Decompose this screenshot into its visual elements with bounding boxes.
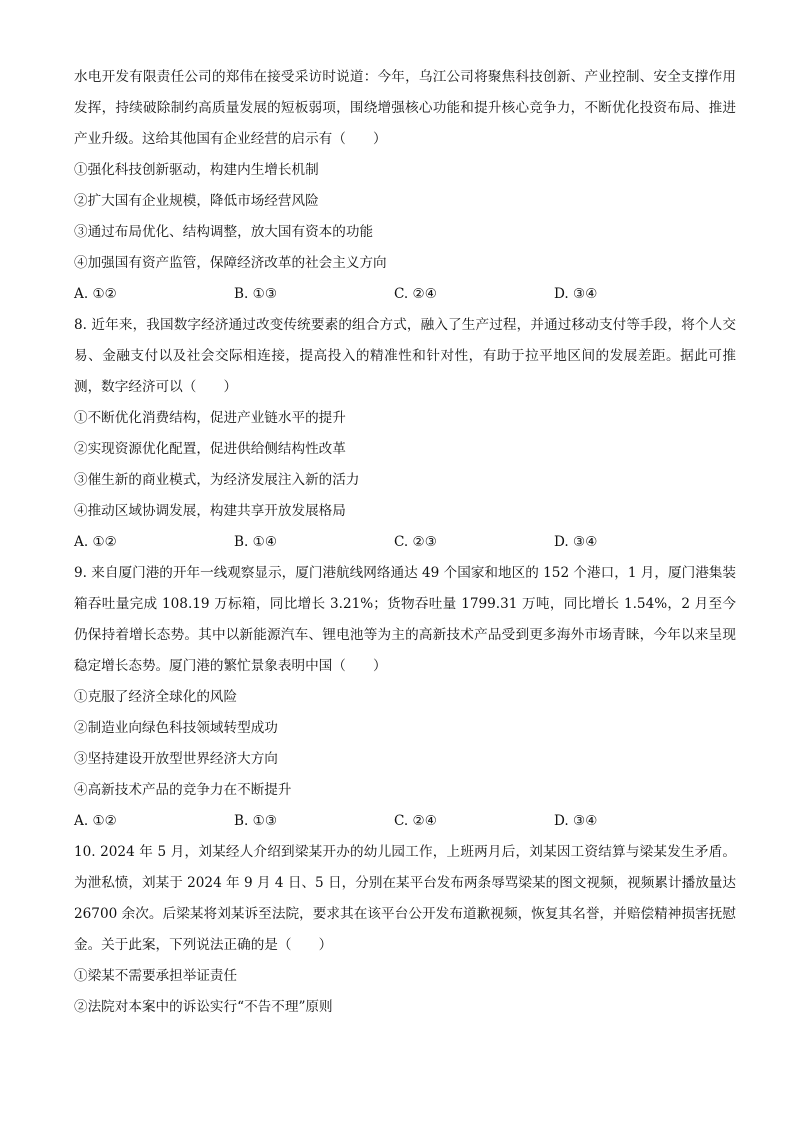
answer-choices: [74, 527, 736, 558]
choice-d: D. ③④: [554, 813, 598, 829]
option-1: ①强化科技创新驱动，构建内生增长机制: [74, 162, 319, 178]
option-3: ③通过布局优化、结构调整，放大国有资本的功能: [74, 224, 374, 240]
choice-b: B. ①③: [234, 286, 278, 302]
question-stem: 8. 近年来，我国数字经济通过改变传统要素的组合方式，融入了生产过程，并通过移动支付等手段，将个人交易、金融支付以及社会交际相连接，提高投入的精准性和针对性，有助于拉平地区间的发展差距。据此可推测，数字经济可以（ ）: [74, 317, 736, 395]
option-1: ①梁某不需要承担举证责任: [74, 968, 238, 984]
option-2: ②实现资源优化配置，促进供给侧结构性改革: [74, 441, 346, 457]
answer-choices: [74, 806, 736, 837]
question-content: [74, 62, 736, 1023]
option-3: ③坚持建设开放型世界经济大方向: [74, 751, 278, 767]
option-1: ①克服了经济全球化的风险: [74, 689, 238, 705]
choice-c: C. ②④: [394, 813, 437, 829]
question-9: [74, 558, 736, 837]
question-stem: 9. 来自厦门港的开年一线观察显示，厦门港航线网络通达 49 个国家和地区的 152 个港口，1 月，厦门港集装箱吞吐量完成 108.19 万标箱，同比增长 3.21%；货物吞吐量 1799.31 万吨，同比增长 1.54%，2 月至今仍保持着增长态势。其中以新能源汽车、锂电池等为主的高新技术产品受到更多海外市场青睐，今年以来呈现稳定增长态势。厦门港的繁忙景象表明中国（ ）: [74, 565, 736, 674]
question-stem: 水电开发有限责任公司的郑伟在接受采访时说道：今年，乌江公司将聚焦科技创新、产业控制、安全支撑作用发挥，持续破除制约高质量发展的短板弱项，围绕增强核心功能和提升核心竞争力，不断优化投资布局、推进产业升级。这给其他国有企业经营的启示有（ ）: [74, 69, 736, 147]
option-1: ①不断优化消费结构，促进产业链水平的提升: [74, 410, 346, 426]
choice-a: A. ①②: [74, 286, 117, 302]
question-7: [74, 62, 736, 310]
option-4: ④加强国有资产监管，保障经济改革的社会主义方向: [74, 255, 387, 271]
choice-a: A. ①②: [74, 534, 117, 550]
choice-c: C. ②③: [394, 534, 437, 550]
choice-a: A. ①②: [74, 813, 117, 829]
option-3: ③催生新的商业模式，为经济发展注入新的活力: [74, 472, 360, 488]
question-stem: 10. 2024 年 5 月，刘某经人介绍到梁某开办的幼儿园工作，上班两月后，刘某因工资结算与梁某发生矛盾。为泄私愤，刘某于 2024 年 9 月 4 日、5 日，分别在某平台发布两条辱骂梁某的图文视频，视频累计播放量达 26700 余次。后梁某将刘某诉至法院，要求其在该平台公开发布道歉视频，恢复其名誉，并赔偿精神损害抚慰金。关于此案，下列说法正确的是（ ）: [74, 844, 736, 953]
answer-choices: [74, 279, 736, 310]
choice-d: D. ③④: [554, 534, 598, 550]
option-2: ②扩大国有企业规模，降低市场经营风险: [74, 193, 319, 209]
option-4: ④推动区域协调发展，构建共享开放发展格局: [74, 503, 346, 519]
choice-c: C. ②④: [394, 286, 437, 302]
option-4: ④高新技术产品的竞争力在不断提升: [74, 782, 292, 798]
question-8: [74, 310, 736, 558]
question-10: [74, 837, 736, 1023]
choice-d: D. ③④: [554, 286, 598, 302]
choice-b: B. ①③: [234, 813, 278, 829]
choice-b: B. ①④: [234, 534, 278, 550]
option-2: ②制造业向绿色科技领域转型成功: [74, 720, 278, 736]
option-2: ②法院对本案中的诉讼实行“不告不理”原则: [74, 999, 333, 1015]
